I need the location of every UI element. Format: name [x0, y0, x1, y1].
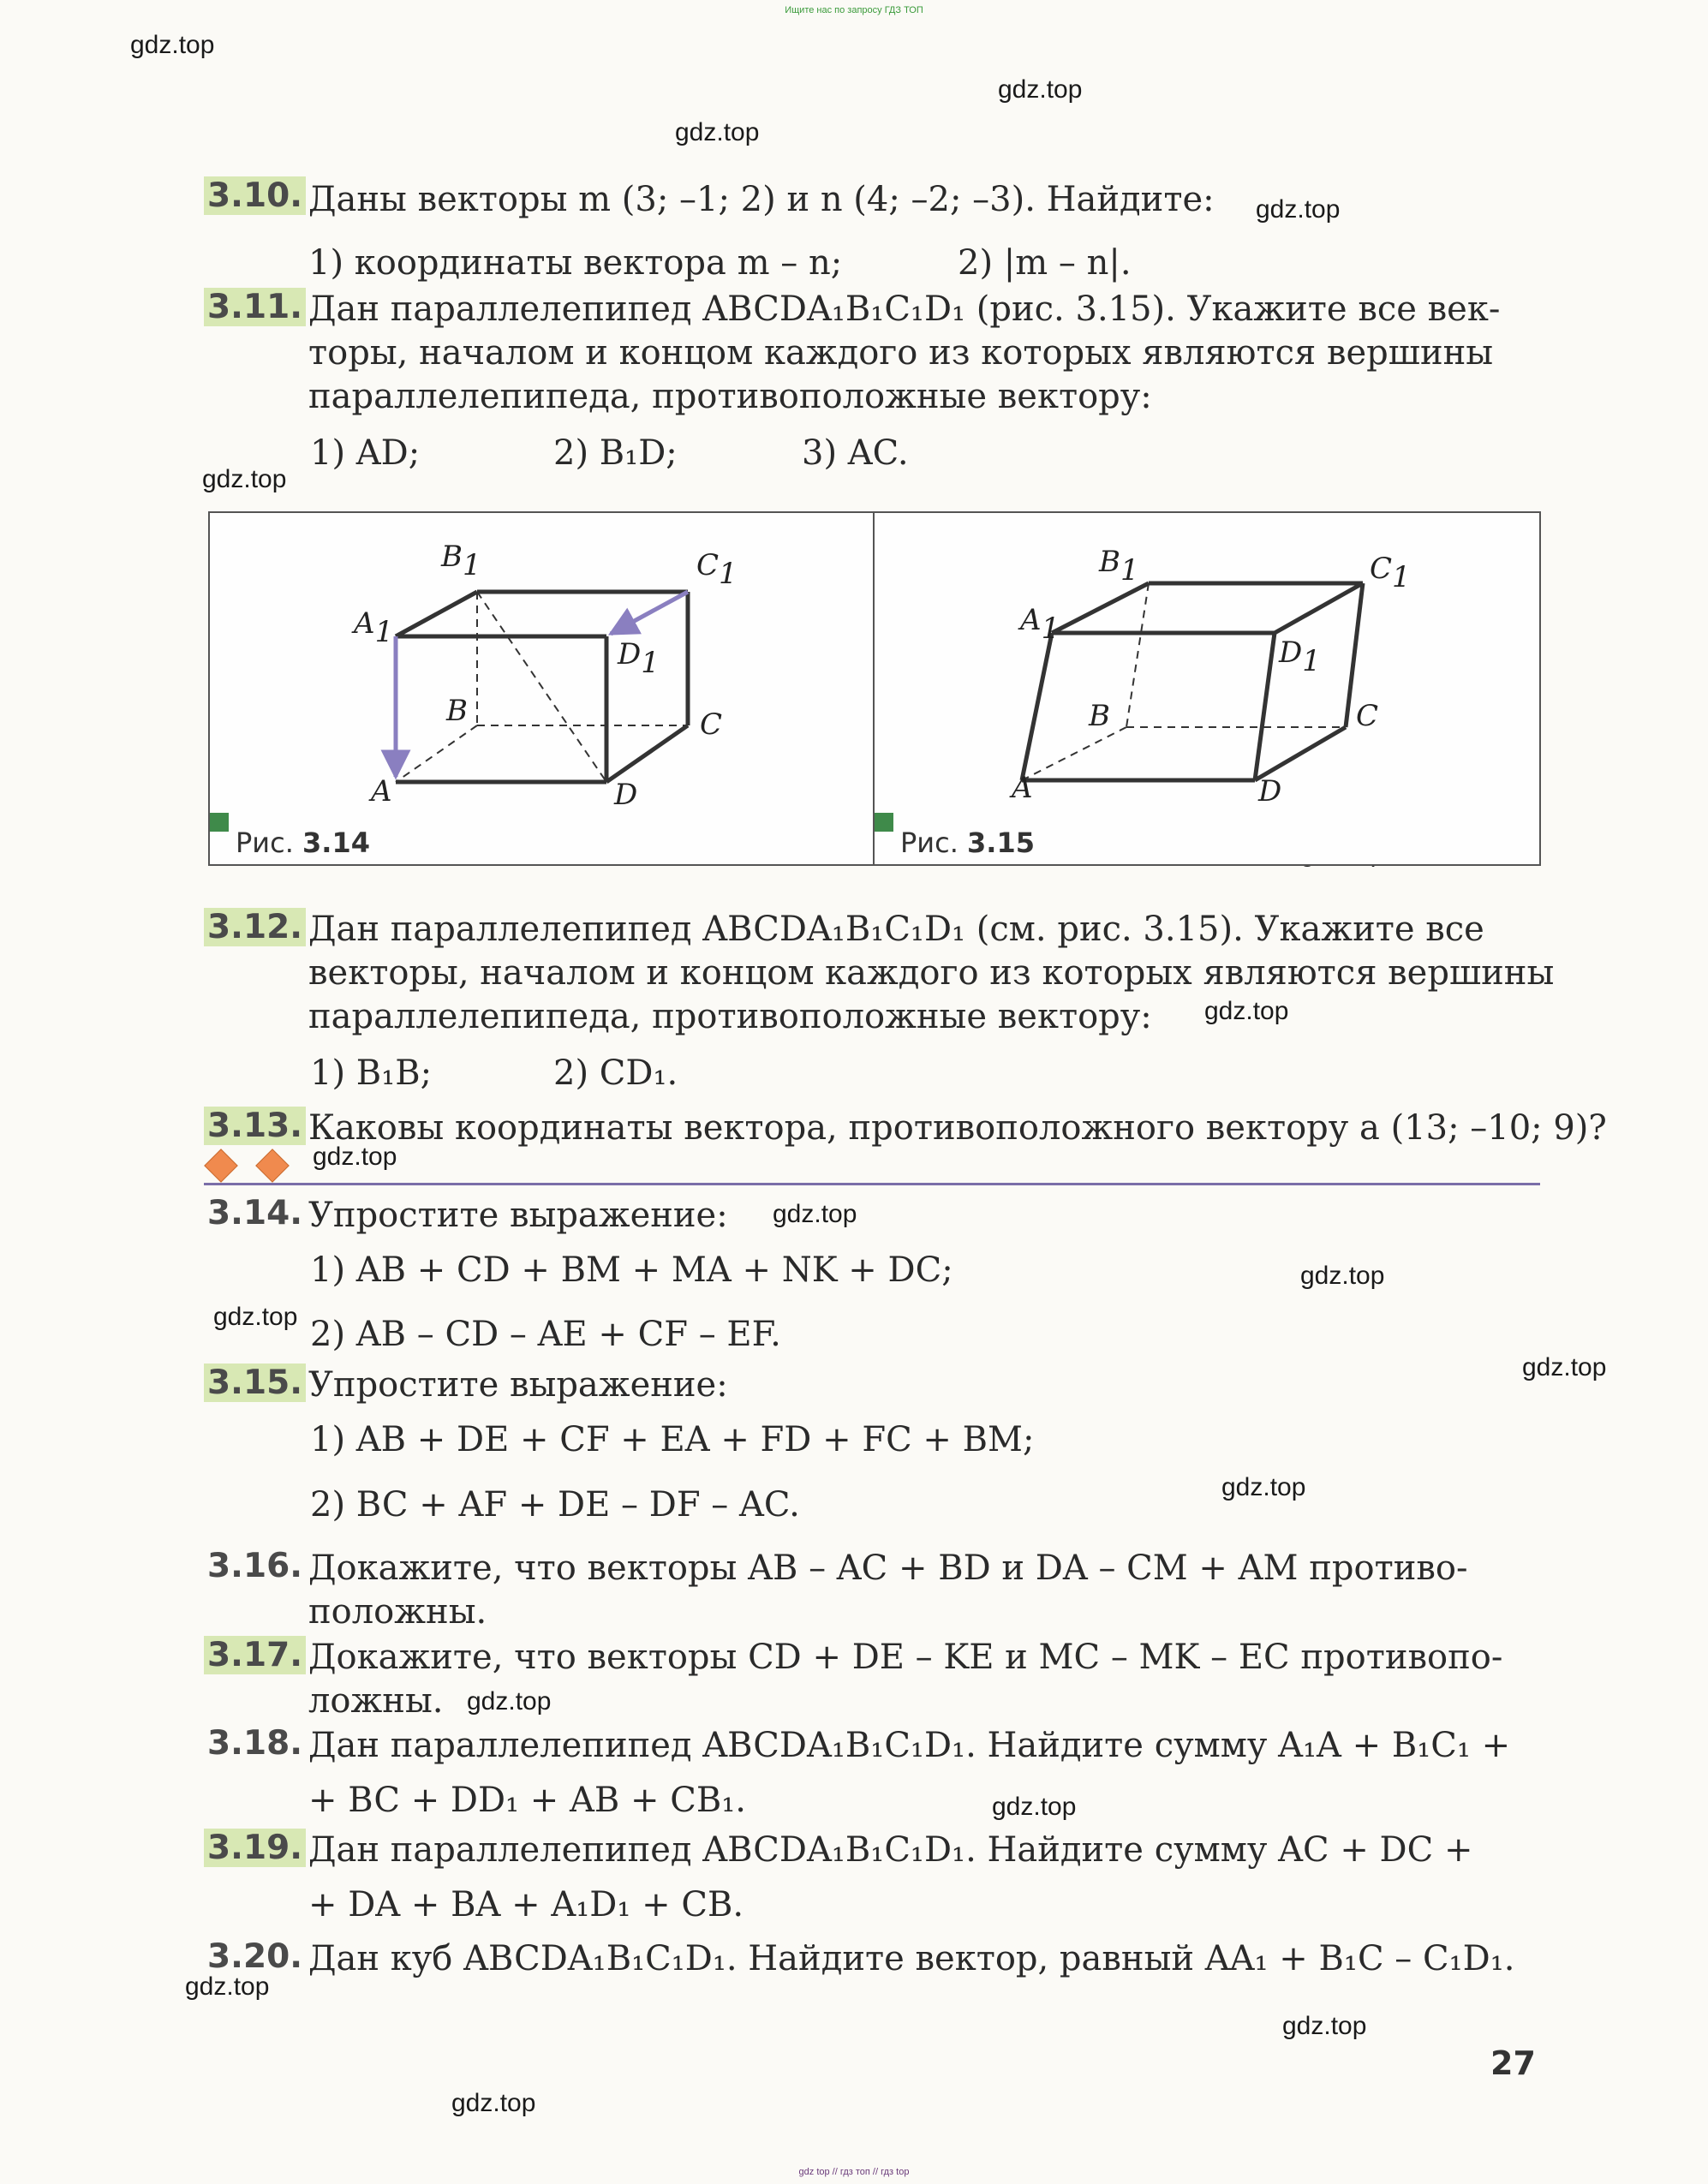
problem-option: 1) AB + CD + BM + MA + NK + DC;	[310, 1250, 953, 1290]
figure-marker	[210, 813, 229, 832]
watermark: gdz.top	[1282, 2012, 1367, 2040]
problem-number: 3.18.	[207, 1724, 303, 1763]
problem-text: Дан параллелепипед ABCDA₁B₁C₁D₁. Найдите сумму AC + DC +	[308, 1830, 1473, 1870]
vertex-label: C	[1356, 699, 1379, 733]
svg-text:B1	[1098, 545, 1139, 588]
watermark: gdz.top	[998, 75, 1083, 104]
vertex-label: C	[700, 707, 723, 742]
top-note: Ищите нас по запросу ГДЗ ТОП	[785, 5, 923, 15]
vertex-label: D	[618, 637, 642, 671]
problem-number: 3.15.	[204, 1364, 306, 1402]
problem-number: 3.14.	[207, 1194, 303, 1232]
problem-option: 1) координаты вектора m – n;	[308, 243, 843, 283]
watermark: gdz.top	[1221, 1473, 1306, 1501]
watermark: gdz.top	[1300, 1262, 1385, 1290]
problem-text: Даны векторы m (3; –1; 2) и n (4; –2; –3). Найдите:	[308, 180, 1215, 219]
svg-text:A1	[351, 606, 393, 649]
problem-option: 1) AB + DE + CF + EA + FD + FC + BM;	[310, 1420, 1035, 1459]
problem-option: 3) AC.	[802, 433, 909, 473]
figure-caption: Рис. 3.14	[236, 826, 370, 859]
problem-number: 3.10.	[204, 176, 306, 215]
problem-option: 1) B₁B;	[310, 1053, 433, 1093]
watermark: gdz.top	[185, 1972, 270, 2001]
watermark: gdz.top	[130, 31, 215, 59]
svg-text:A1	[1018, 603, 1060, 646]
figure-marker	[875, 813, 893, 832]
page-number: 27	[1490, 2044, 1536, 2082]
vertex-label: A	[354, 606, 375, 641]
problem-text: ложны.	[308, 1681, 444, 1721]
vertex-label: D	[1258, 774, 1282, 809]
svg-text:B1	[440, 540, 481, 582]
problem-number: 3.11.	[204, 288, 306, 326]
watermark: gdz.top	[1204, 997, 1289, 1025]
problem-option: 2) CD₁.	[553, 1053, 678, 1093]
problem-text: Упростите выражение:	[308, 1365, 728, 1405]
watermark: gdz.top	[1522, 1353, 1607, 1381]
vertex-label: B	[446, 694, 468, 728]
problem-text: Докажите, что векторы AB – AC + BD и DA – CM + AM противо-	[308, 1548, 1468, 1588]
watermark: gdz.top	[451, 2089, 536, 2117]
vertex-label: 1	[1302, 644, 1321, 678]
problem-text: параллелепипеда, противоположные вектору:	[308, 997, 1152, 1036]
svg-text:D1	[1278, 636, 1321, 678]
problem-number: 3.20.	[207, 1937, 303, 1976]
problem-text: положны.	[308, 1592, 487, 1632]
vertex-label: 1	[1120, 553, 1139, 588]
svg-text:D1	[617, 637, 660, 680]
watermark: gdz.top	[313, 1143, 397, 1171]
vertex-label: D	[1279, 636, 1303, 670]
difficulty-diamond-icon	[255, 1149, 290, 1183]
figure-3-15	[873, 511, 1541, 866]
vertex-label: A	[1020, 603, 1042, 637]
figure-caption: Рис. 3.15	[900, 826, 1035, 859]
problem-text: Каковы координаты вектора, противоположного вектору a (13; –10; 9)?	[308, 1108, 1607, 1148]
problem-option: 1) AD;	[310, 433, 421, 473]
watermark: gdz.top	[675, 118, 760, 146]
problem-number: 3.12.	[204, 908, 306, 946]
vertex-label: 1	[719, 557, 738, 591]
problem-number: 3.16.	[207, 1547, 303, 1585]
problem-number: 3.19.	[204, 1829, 306, 1867]
vertex-label: C	[696, 548, 720, 582]
problem-number: 3.13.	[204, 1107, 306, 1145]
watermark: gdz.top	[773, 1200, 857, 1228]
vertex-label: B	[1089, 699, 1110, 733]
watermark: gdz.top	[213, 1303, 298, 1331]
vertex-label: 1	[374, 615, 394, 649]
vertex-label: A	[371, 774, 392, 809]
problem-text: Дан параллелепипед ABCDA₁B₁C₁D₁. Найдите сумму A₁A + B₁C₁ +	[308, 1726, 1511, 1765]
difficulty-diamond-icon	[204, 1149, 238, 1183]
vertex-label: D	[614, 778, 638, 812]
problem-option: 2) BC + AF + DE – DF – AC.	[310, 1485, 800, 1525]
problem-text: Упростите выражение:	[308, 1196, 728, 1235]
problem-text: Дан параллелепипед ABCDA₁B₁C₁D₁ (см. рис. 3.15). Укажите все	[308, 910, 1484, 949]
svg-text:C1	[1370, 552, 1411, 594]
vertex-label: 1	[1392, 560, 1411, 594]
vertex-label: 1	[463, 548, 481, 582]
problem-text: Дан параллелепипед ABCDA₁B₁C₁D₁ (рис. 3.15). Укажите все век-	[308, 289, 1501, 329]
problem-option: 2) AB – CD – AE + CF – EF.	[310, 1315, 781, 1354]
bottom-note: gdz top // гдз топ // гдз top	[798, 2167, 910, 2177]
problem-text: параллелепипеда, противоположные вектору:	[308, 377, 1152, 416]
vertex-label: C	[1370, 552, 1393, 586]
vertex-label: B	[441, 540, 463, 574]
vertex-label: 1	[641, 646, 660, 680]
svg-text:C1	[696, 548, 738, 591]
section-divider	[204, 1183, 1540, 1185]
watermark: gdz.top	[467, 1687, 552, 1716]
watermark: gdz.top	[1256, 195, 1341, 224]
vertex-label: 1	[1041, 612, 1060, 646]
figure-3-14	[208, 511, 875, 866]
problem-text: + BC + DD₁ + AB + CB₁.	[308, 1781, 747, 1820]
vertex-label: A	[1012, 771, 1033, 805]
watermark: gdz.top	[992, 1793, 1077, 1821]
watermark: gdz.top	[202, 465, 287, 493]
problem-option: 2) B₁D;	[553, 433, 678, 473]
problem-text: векторы, началом и концом каждого из которых являются вершины	[308, 953, 1555, 993]
parallelepiped-diagram	[210, 513, 873, 864]
vertex-label: B	[1099, 545, 1120, 579]
problem-text: торы, началом и концом каждого из которых являются вершины	[308, 333, 1494, 373]
problem-text: Дан куб ABCDA₁B₁C₁D₁. Найдите вектор, равный AA₁ + B₁C – C₁D₁.	[308, 1939, 1515, 1978]
problem-text: + DA + BA + A₁D₁ + CB.	[308, 1885, 744, 1924]
problem-number: 3.17.	[204, 1636, 306, 1674]
problem-option: 2) |m – n|.	[958, 243, 1132, 283]
problem-text: Докажите, что векторы CD + DE – KE и MC – MK – EC противопо-	[308, 1638, 1503, 1677]
parallelepiped-diagram	[875, 513, 1539, 864]
